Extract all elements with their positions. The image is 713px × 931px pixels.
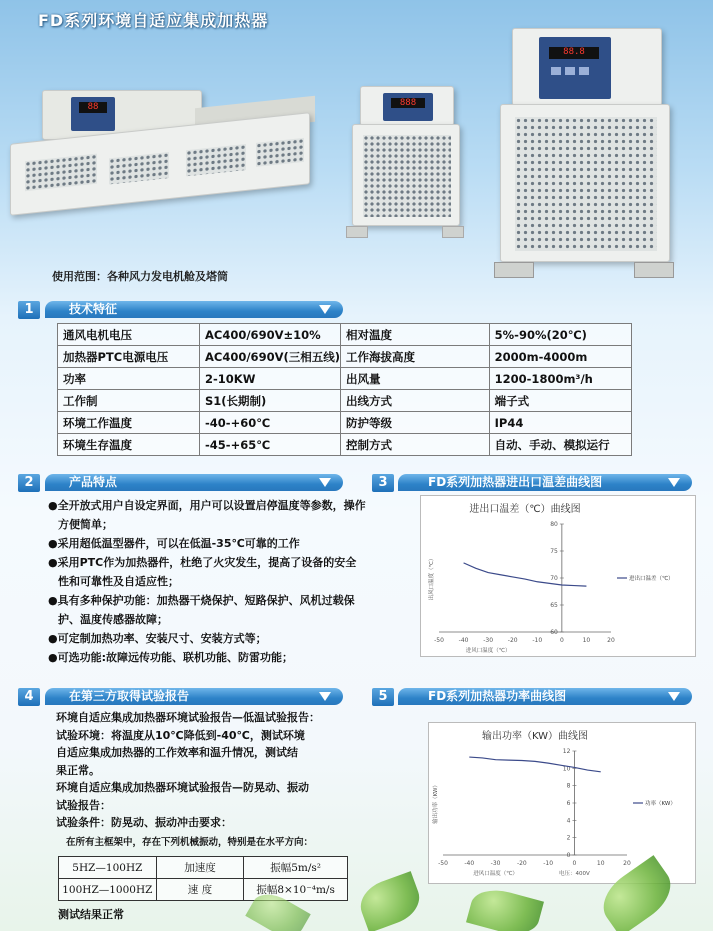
vibration-cell: 振幅8×10⁻⁴m/s bbox=[244, 879, 348, 901]
spec-cell: 防护等级 bbox=[340, 412, 489, 434]
spec-cell: 2-10KW bbox=[200, 368, 341, 390]
report-note: 在所有主框架中，存在下列机械振动，特别是在水平方向： bbox=[66, 837, 314, 848]
chart-temp-diff-svg bbox=[421, 496, 697, 658]
section-3-number: 3 bbox=[372, 474, 394, 492]
spec-row bbox=[58, 434, 632, 456]
x-tick-label: 20 bbox=[623, 860, 631, 867]
triangle-down-icon bbox=[319, 692, 331, 701]
spec-table bbox=[57, 323, 632, 456]
section-4-header bbox=[45, 688, 343, 705]
spec-cell: 加热器PTC电源电压 bbox=[58, 346, 200, 368]
section-1-title: 技术特征 bbox=[69, 302, 118, 316]
y-tick-label: 60 bbox=[550, 629, 558, 636]
product-image-middle: 888 bbox=[346, 86, 464, 244]
vibration-table bbox=[58, 856, 348, 901]
test-result: 测试结果正常 bbox=[58, 908, 124, 921]
spec-cell: 通风电机电压 bbox=[58, 324, 200, 346]
y-tick-label: 12 bbox=[562, 748, 571, 755]
leaf-decoration bbox=[354, 871, 425, 931]
triangle-down-icon bbox=[668, 692, 680, 701]
vibration-cell: 速 度 bbox=[156, 879, 244, 901]
vibration-row bbox=[59, 857, 348, 879]
section-5-title: FD系列加热器功率曲线图 bbox=[428, 689, 567, 703]
section-5-number: 5 bbox=[372, 688, 394, 706]
chart-footnote: 电压：400V bbox=[559, 871, 590, 877]
y-tick-label: 4 bbox=[566, 817, 571, 825]
x-tick-label: -10 bbox=[532, 637, 543, 644]
product-image-right: 88.8 bbox=[494, 28, 678, 290]
y-axis-label: 出风口温度（℃） bbox=[429, 555, 435, 601]
legend-label: 进出口温差（℃） bbox=[629, 576, 674, 582]
spec-cell: 环境生存温度 bbox=[58, 434, 200, 456]
feature-list bbox=[48, 496, 366, 667]
y-tick-label: 6 bbox=[566, 800, 571, 807]
spec-row bbox=[58, 346, 632, 368]
x-tick-label: 0 bbox=[572, 860, 577, 867]
spec-cell: 出线方式 bbox=[340, 390, 489, 412]
spec-cell: 环境工作温度 bbox=[58, 412, 200, 434]
x-tick-label: -30 bbox=[490, 860, 501, 867]
chart-title: 输出功率（KW）曲线图 bbox=[481, 731, 589, 742]
spec-row bbox=[58, 324, 632, 346]
y-tick-label: 65 bbox=[550, 602, 558, 609]
report-line: 试验环境：将温度从10℃降低到-40℃，测试环境 bbox=[56, 728, 305, 742]
report-text bbox=[56, 709, 366, 832]
legend-label: 功率（KW） bbox=[645, 801, 676, 807]
feature-item: ●可定制加热功率、安装尺寸、安装方式等； bbox=[48, 632, 267, 645]
series-line bbox=[469, 757, 600, 772]
triangle-down-icon bbox=[319, 478, 331, 487]
x-axis-label: 进风口温度（℃） bbox=[473, 871, 518, 877]
spec-cell: 1200-1800m³/h bbox=[489, 368, 631, 390]
feature-item: ●采用PTC作为加热器件，杜绝了火灾发生，提高了设备的安全性和可靠性及自适应性； bbox=[48, 556, 357, 588]
report-line: 环境自适应集成加热器环境试验报告—防晃动、振动 bbox=[56, 781, 309, 794]
x-tick-label: 10 bbox=[582, 637, 591, 644]
y-tick-label: 10 bbox=[562, 765, 571, 773]
section-1-header bbox=[45, 301, 343, 318]
spec-cell: -40-+60℃ bbox=[200, 412, 341, 434]
feature-item: ●可选功能:故障远传功能、联机功能、防雷功能； bbox=[48, 651, 293, 664]
section-4-title: 在第三方取得试验报告 bbox=[69, 689, 190, 703]
series-line bbox=[464, 563, 587, 586]
vibration-cell: 振幅5m/s² bbox=[244, 857, 348, 879]
vibration-cell: 5HZ—100HZ bbox=[59, 857, 157, 879]
x-tick-label: -40 bbox=[458, 637, 469, 644]
triangle-down-icon bbox=[668, 478, 680, 487]
y-axis-label: 输出功率（KW） bbox=[433, 782, 439, 824]
x-tick-label: 10 bbox=[596, 860, 605, 867]
y-tick-label: 8 bbox=[566, 782, 571, 790]
y-tick-label: 80 bbox=[550, 521, 558, 528]
x-tick-label: -50 bbox=[434, 637, 444, 644]
x-tick-label: -30 bbox=[483, 637, 494, 644]
spec-cell: 自动、手动、模拟运行 bbox=[489, 434, 631, 456]
page-title: FD系列环境自适应集成加热器 bbox=[38, 11, 269, 30]
x-tick-label: -40 bbox=[464, 860, 475, 867]
x-tick-label: -50 bbox=[438, 860, 448, 867]
spec-cell: S1(长期制) bbox=[200, 390, 341, 412]
x-axis-label: 进风口温度（℃） bbox=[465, 648, 511, 654]
spec-cell: IP44 bbox=[489, 412, 631, 434]
triangle-down-icon bbox=[319, 305, 331, 314]
x-tick-label: -10 bbox=[543, 860, 554, 867]
spec-cell: AC400/690V(三相五线) bbox=[200, 346, 341, 368]
section-1-number: 1 bbox=[18, 301, 40, 319]
spec-cell: 工作海拔高度 bbox=[340, 346, 489, 368]
section-2-number: 2 bbox=[18, 474, 40, 492]
spec-cell: 工作制 bbox=[58, 390, 200, 412]
spec-cell: 功率 bbox=[58, 368, 200, 390]
section-3-title: FD系列加热器进出口温差曲线图 bbox=[428, 475, 603, 489]
spec-cell: AC400/690V±10% bbox=[200, 324, 341, 346]
y-tick-label: 2 bbox=[566, 834, 571, 842]
spec-cell: 相对温度 bbox=[340, 324, 489, 346]
x-tick-label: 20 bbox=[607, 637, 615, 644]
vibration-row bbox=[59, 879, 348, 901]
y-tick-label: 0 bbox=[566, 852, 571, 859]
section-2-header bbox=[45, 474, 343, 491]
chart-temp-diff bbox=[420, 495, 696, 657]
section-5-header bbox=[398, 688, 692, 705]
x-tick-label: -20 bbox=[507, 637, 518, 644]
report-line: 环境自适应集成加热器环境试验报告—低温试验报告： bbox=[56, 711, 320, 724]
report-line: 试验条件：防晃动、振动冲击要求： bbox=[56, 816, 232, 829]
spec-cell: 控制方式 bbox=[340, 434, 489, 456]
product-image-left: 88 bbox=[10, 78, 340, 210]
feature-item: ●采用超低温型器件，可以在低温-35℃可靠的工作 bbox=[48, 537, 300, 550]
usage-scope: 使用范围：各种风力发电机舱及塔筒 bbox=[52, 270, 228, 283]
vibration-cell: 加速度 bbox=[156, 857, 244, 879]
spec-cell: -45-+65℃ bbox=[200, 434, 341, 456]
spec-cell: 2000m-4000m bbox=[489, 346, 631, 368]
spec-row bbox=[58, 368, 632, 390]
feature-item: ●全开放式用户自设定界面，用户可以设置启停温度等参数，操作方便简单； bbox=[48, 499, 366, 531]
report-line: 果正常。 bbox=[56, 763, 100, 777]
spec-row bbox=[58, 390, 632, 412]
spec-row bbox=[58, 412, 632, 434]
leaf-decoration bbox=[466, 884, 544, 931]
report-line: 试验报告： bbox=[56, 798, 111, 812]
section-2-title: 产品特点 bbox=[69, 475, 118, 489]
y-tick-label: 70 bbox=[550, 575, 558, 582]
section-3-header bbox=[398, 474, 692, 491]
section-4-number: 4 bbox=[18, 688, 40, 706]
x-tick-label: -20 bbox=[516, 860, 527, 867]
spec-cell: 出风量 bbox=[340, 368, 489, 390]
vibration-cell: 100HZ—1000HZ bbox=[59, 879, 157, 901]
x-tick-label: 0 bbox=[559, 637, 564, 644]
spec-cell: 端子式 bbox=[489, 390, 631, 412]
chart-title: 进出口温差（℃）曲线图 bbox=[469, 504, 581, 515]
y-tick-label: 75 bbox=[550, 548, 558, 555]
report-line: 自适应集成加热器的工作效率和温升情况，测试结 bbox=[56, 746, 298, 759]
spec-cell: 5%-90%(20℃) bbox=[489, 324, 631, 346]
feature-item: ●具有多种保护功能：加热器干烧保护、短路保护、风机过载保护、温度传感器故障； bbox=[48, 594, 355, 626]
